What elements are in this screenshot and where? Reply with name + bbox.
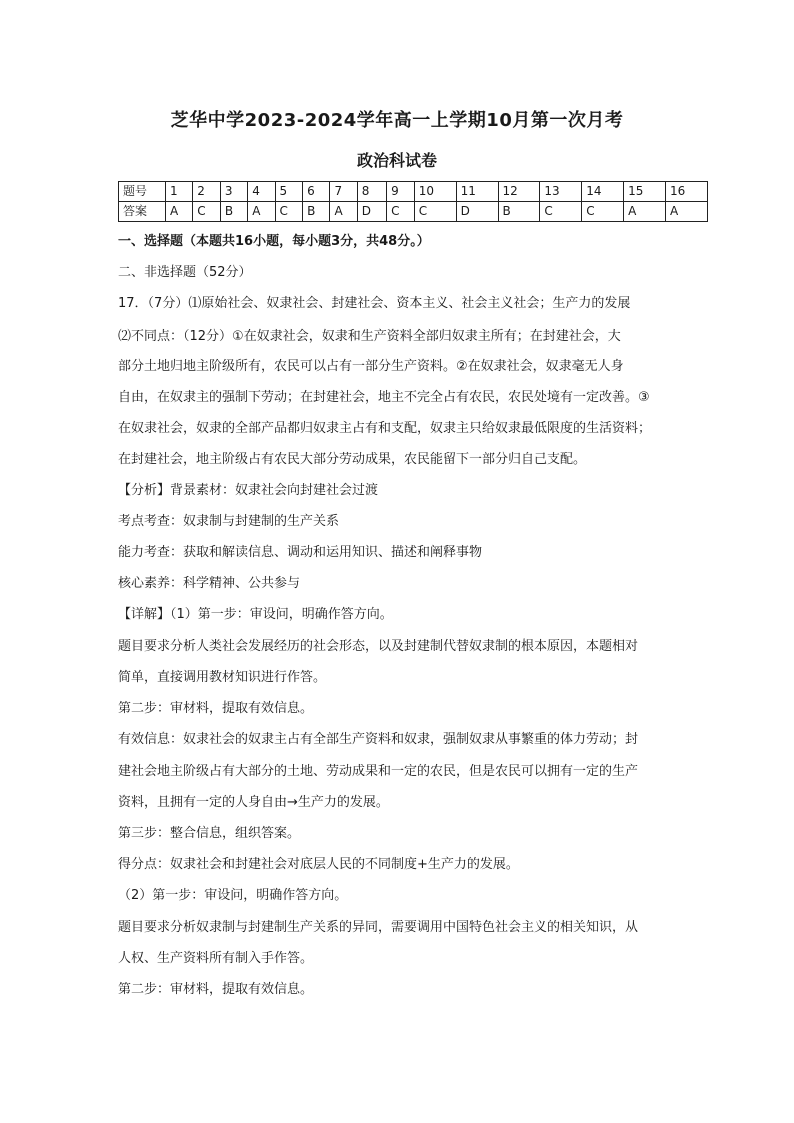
detail-line: （2）第一步：审设问，明确作答方向。 xyxy=(118,888,348,903)
detail-line: 建社会地主阶级占有大部分的土地、劳动成果和一定的农民，但是农民可以拥有一定的生产 xyxy=(118,764,639,779)
answer-cell: C xyxy=(540,202,582,222)
answer-line: 17．（7分）⑴原始社会、奴隶社会、封建社会、资本主义、社会主义社会；生产力的发展 xyxy=(118,296,631,311)
answer-line: 自由，在奴隶主的强制下劳动；在封建社会，地主不完全占有农民，农民处境有一定改善。③ xyxy=(118,390,650,405)
answer-table-number-row xyxy=(119,182,708,202)
analysis-line: 【分析】背景素材：奴隶社会向封建社会过渡 xyxy=(118,483,379,498)
row-label-number: 题号 xyxy=(119,182,166,202)
page-subtitle: 政治科试卷 xyxy=(356,151,437,170)
detail-line: 得分点：奴隶社会和封建社会对底层人民的不同制度+生产力的发展。 xyxy=(118,857,519,872)
question-number: 4 xyxy=(248,182,275,202)
detail-line: 资料，且拥有一定的人身自由→生产力的发展。 xyxy=(118,795,389,810)
question-number: 10 xyxy=(414,182,456,202)
answer-cell: A xyxy=(248,202,275,222)
detail-line: 【详解】（1）第一步：审设问，明确作答方向。 xyxy=(118,607,393,622)
question-number: 12 xyxy=(498,182,540,202)
detail-line: 简单，直接调用教材知识进行作答。 xyxy=(118,670,327,685)
answer-table xyxy=(118,181,708,222)
answer-cell: B xyxy=(498,202,540,222)
answer-cell: B xyxy=(220,202,247,222)
answer-cell: D xyxy=(456,202,498,222)
question-number: 2 xyxy=(193,182,221,202)
detail-line: 第二步：审材料，提取有效信息。 xyxy=(118,982,314,997)
detail-line: 第三步：整合信息，组织答案。 xyxy=(118,826,301,841)
analysis-line: 核心素养：科学精神、公共参与 xyxy=(118,576,301,591)
question-number: 5 xyxy=(275,182,303,202)
question-number: 16 xyxy=(665,182,707,202)
question-number: 6 xyxy=(303,182,330,202)
answer-line: 在封建社会，地主阶级占有农民大部分劳动成果，农民能留下一部分归自己支配。 xyxy=(118,452,587,467)
analysis-line: 考点考查：奴隶制与封建制的生产关系 xyxy=(118,514,340,529)
answer-cell: A xyxy=(330,202,357,222)
answer-line: 部分土地归地主阶级所有，农民可以占有一部分生产资料。②在奴隶社会，奴隶毫无人身 xyxy=(118,359,624,374)
detail-line: 有效信息：奴隶社会的奴隶主占有全部生产资料和奴隶，强制奴隶从事繁重的体力劳动；封 xyxy=(118,732,639,747)
question-number: 7 xyxy=(330,182,357,202)
detail-line: 人权、生产资料所有制入手作答。 xyxy=(118,951,314,966)
row-label-answer: 答案 xyxy=(119,202,166,222)
question-number: 3 xyxy=(220,182,247,202)
question-number: 11 xyxy=(456,182,498,202)
detail-line: 第二步：审材料，提取有效信息。 xyxy=(118,701,314,716)
analysis-line: 能力考查：获取和解读信息、调动和运用知识、描述和阐释事物 xyxy=(118,545,483,560)
question-number: 8 xyxy=(357,182,386,202)
section-heading-choice: 一、选择题（本题共16小题，每小题3分，共48分。） xyxy=(118,234,430,249)
answer-cell: A xyxy=(166,202,193,222)
question-number: 15 xyxy=(624,182,666,202)
page-title: 芝华中学2023-2024学年高一上学期10月第一次月考 xyxy=(170,110,624,131)
question-number: 9 xyxy=(387,182,415,202)
answer-cell: A xyxy=(665,202,707,222)
section-heading-nonchoice: 二、非选择题（52分） xyxy=(118,265,252,280)
answer-cell: C xyxy=(275,202,303,222)
answer-cell: C xyxy=(582,202,624,222)
answer-cell: A xyxy=(624,202,666,222)
answer-cell: B xyxy=(303,202,330,222)
answer-cell: C xyxy=(387,202,415,222)
answer-cell: C xyxy=(414,202,456,222)
answer-cell: D xyxy=(357,202,386,222)
detail-line: 题目要求分析奴隶制与封建制生产关系的异同，需要调用中国特色社会主义的相关知识，从 xyxy=(118,920,639,935)
detail-line: 题目要求分析人类社会发展经历的社会形态，以及封建制代替奴隶制的根本原因，本题相对 xyxy=(118,639,639,654)
answer-table-answer-row xyxy=(119,202,708,222)
question-number: 14 xyxy=(582,182,624,202)
answer-cell: C xyxy=(193,202,221,222)
question-number: 1 xyxy=(166,182,193,202)
question-number: 13 xyxy=(540,182,582,202)
answer-line: ⑵不同点：（12分）①在奴隶社会，奴隶和生产资料全部归奴隶主所有；在封建社会，大 xyxy=(118,329,621,344)
answer-line: 在奴隶社会，奴隶的全部产品都归奴隶主占有和支配，奴隶主只给奴隶最低限度的生活资料； xyxy=(118,421,652,436)
